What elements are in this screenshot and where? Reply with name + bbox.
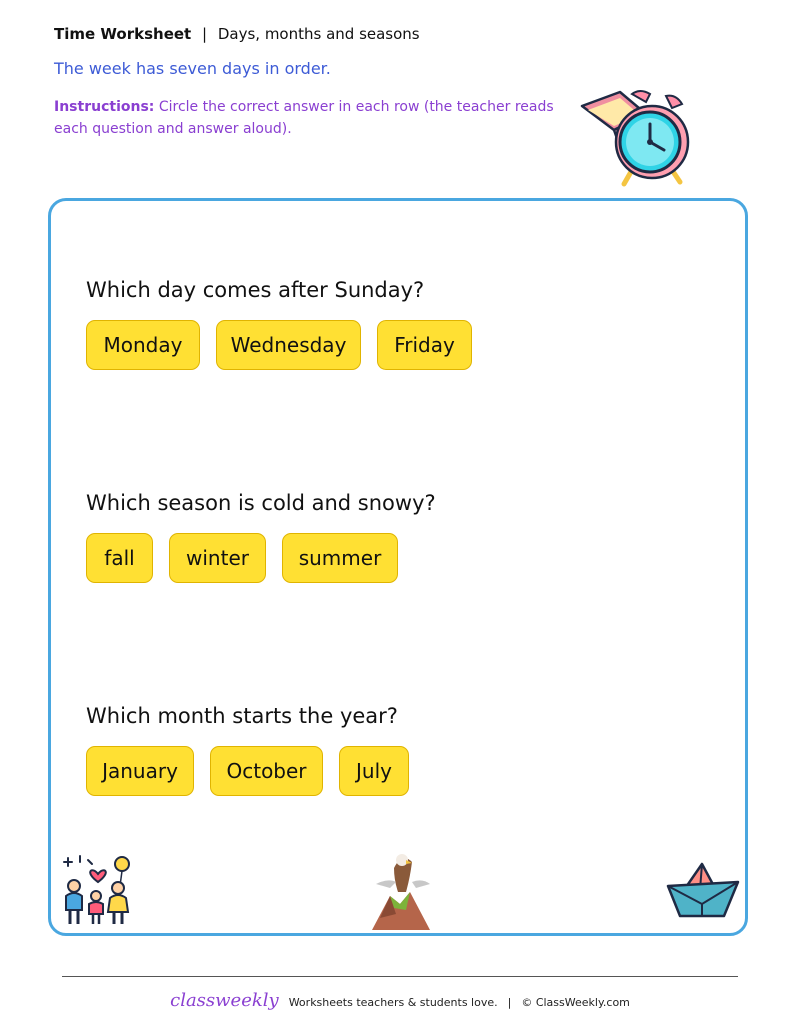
instructions-label: Instructions: (54, 99, 155, 115)
answer-option[interactable]: winter (169, 533, 266, 583)
family-celebration-icon (58, 852, 134, 926)
answer-option[interactable]: Monday (86, 320, 200, 370)
instructions-text: Circle the correct answer in each row (the teacher reads each question and answer aloud). (54, 99, 554, 137)
eagle-on-mountain-icon (366, 848, 436, 932)
question-2-answers (86, 533, 398, 583)
answer-option[interactable]: Wednesday (216, 320, 361, 370)
worksheet-topic: Days, months and seasons (217, 25, 420, 43)
footer-copyright: © ClassWeekly.com (521, 996, 630, 1009)
question-1-prompt: Which day comes after Sunday? (86, 278, 425, 302)
brand-logo: classweekly (170, 990, 279, 1011)
answer-option[interactable]: summer (282, 533, 398, 583)
answer-option[interactable]: Friday (377, 320, 472, 370)
instructions (54, 96, 574, 140)
worksheet-title: Time Worksheet (54, 25, 192, 43)
footer (0, 990, 800, 1011)
answer-option[interactable]: October (210, 746, 323, 796)
worksheet-header (54, 25, 420, 43)
worksheet-subtitle: The week has seven days in order. (54, 59, 331, 78)
alarm-clock-book-icon (574, 84, 698, 194)
question-1-answers (86, 320, 472, 370)
footer-tagline: Worksheets teachers & students love. (288, 996, 498, 1009)
footer-divider (62, 976, 738, 977)
question-3-answers (86, 746, 409, 796)
paper-boat-icon (664, 860, 742, 920)
footer-separator: | (507, 996, 512, 1009)
question-3-prompt: Which month starts the year? (86, 704, 398, 728)
answer-option[interactable]: fall (86, 533, 153, 583)
answer-option[interactable]: July (339, 746, 409, 796)
header-separator: | (202, 25, 208, 43)
answer-option[interactable]: January (86, 746, 194, 796)
question-2-prompt: Which season is cold and snowy? (86, 491, 436, 515)
